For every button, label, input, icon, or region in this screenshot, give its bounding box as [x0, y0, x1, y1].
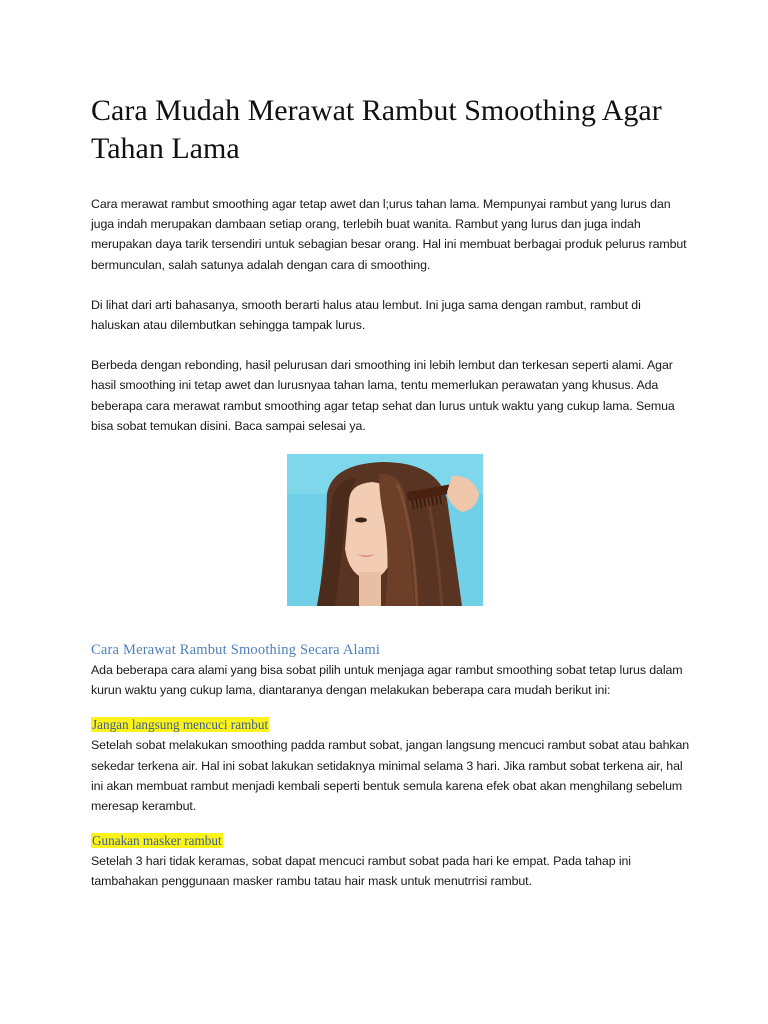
- tip-heading-1-text: Jangan langsung mencuci rambut: [92, 717, 269, 733]
- section-heading: Cara Merawat Rambut Smoothing Secara Alami: [91, 642, 381, 659]
- tip-heading-2-text: Gunakan masker rambut: [92, 833, 222, 849]
- tip-heading-2: [91, 832, 691, 850]
- intro-lead: Cara merawat rambut smoothing: [91, 197, 269, 211]
- document-content: [91, 92, 691, 892]
- page-title: Cara Mudah Merawat Rambut Smoothing Agar Tahan Lama: [91, 94, 662, 165]
- tip-heading-1: [91, 716, 691, 734]
- photo-container: [91, 454, 691, 606]
- paragraph-2: Di lihat dari arti bahasanya, smooth berarti halus atau lembut. Ini juga sama dengan rambut, rambut di haluskan atau dilembutkan sehingga tampak lurus.: [91, 297, 641, 333]
- intro-paragraph: [91, 194, 691, 275]
- section-intro: Ada beberapa cara alami yang bisa sobat pilih untuk menjaga agar rambut smoothing sobat tetap lurus dalam kurun waktu yang cukup lama, diantaranya dengan melakukan beberapa cara mudah berikut ini:: [91, 663, 683, 698]
- paragraph-3: Berbeda dengan rebonding, hasil pelurusan dari smoothing ini lebih lembut dan terkesan seperti alami. Agar hasil smoothing ini tetap awet dan lurusnyaa tahan lama, tentu memerlukan perawatan yang khusus. Ada beberapa cara merawat rambut smoothing agar tetap sehat dan lurus untuk waktu yang cukup lama. Semua bisa sobat temukan disini. Baca sampai selesai ya.: [91, 358, 675, 433]
- woman-hair-photo: [287, 454, 483, 606]
- intro-rest: agar tetap awet dan l;urus tahan lama. Mempunyai rambut yang lurus dan juga indah merupakan dambaan setiap orang, terlebih buat wanita. Rambut yang lurus dan juga indah merupakan daya tarik tersendiri untuk sebagian besar orang. Hal ini membuat berbagai produk pelurus rambut bermunculan, salah satunya adalah dengan cara di smoothing.: [91, 197, 687, 272]
- tip-text-2: Setelah 3 hari tidak keramas, sobat dapat mencuci rambut sobat pada hari ke empat. Pada tahap ini tambahakan penggunaan masker rambu tatau hair mask untuk menutrrisi rambut.: [91, 854, 631, 889]
- tip-text-1: Setelah sobat melakukan smoothing padda rambut sobat, jangan langsung mencuci rambut sobat atau bahkan sekedar terkena air. Hal ini sobat lakukan setidaknya minimal selama 3 hari. Jika rambut sobat terkena air, hal ini akan membuat rambut menjadi kembali seperti bentuk semula karena efek obat akan menghilang sebelum meresap kerambut.: [91, 738, 690, 814]
